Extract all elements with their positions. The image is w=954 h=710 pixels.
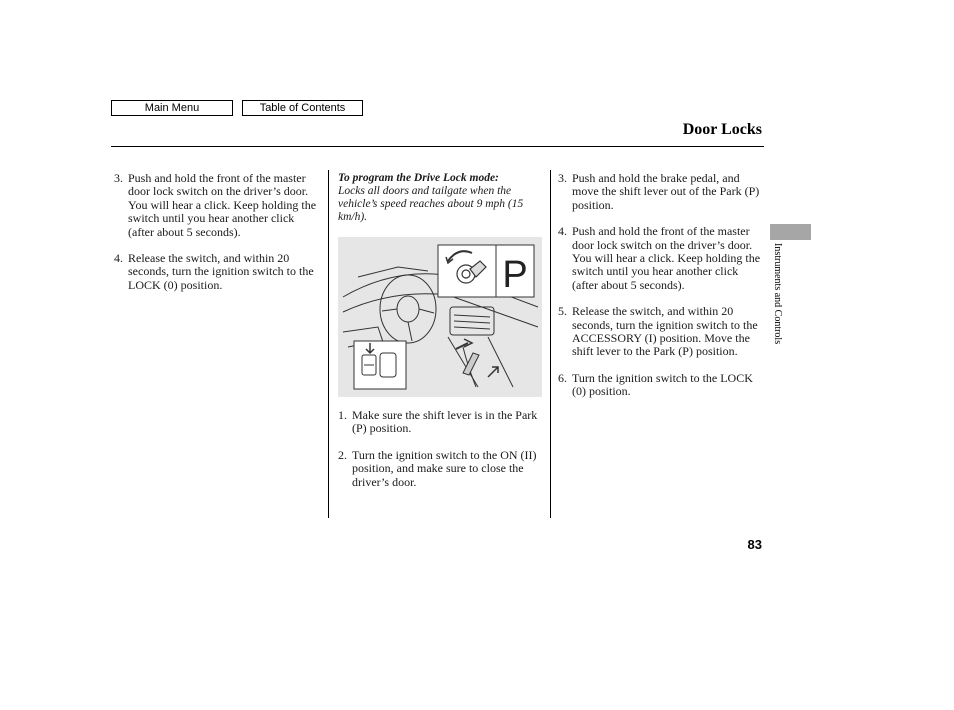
table-of-contents-button[interactable]: Table of Contents <box>242 100 363 116</box>
column-right <box>558 172 764 412</box>
step-text: Push and hold the front of the master door lock switch on the driver’s door. You will hear a click. Keep holding the switch until you hear another click (after about 5 seconds). <box>128 171 317 239</box>
instruction-step <box>338 449 544 489</box>
instruction-step <box>114 172 320 239</box>
page-number: 83 <box>747 537 762 552</box>
step-number: 3. <box>558 171 567 185</box>
column-middle <box>338 172 544 502</box>
step-text: Push and hold the brake pedal, and move the shift lever out of the Park (P) position. <box>572 171 760 212</box>
dashboard-illustration <box>338 237 542 397</box>
step-number: 4. <box>114 251 123 266</box>
step-number: 2. <box>338 447 347 462</box>
section-tab-marker <box>770 224 811 240</box>
section-tab-label: Instruments and Controls <box>772 243 783 345</box>
park-indicator-letter: P <box>502 254 528 296</box>
step-number: 5. <box>558 304 567 319</box>
drive-lock-description: Locks all doors and tailgate when the vehicle’s speed reaches about 9 mph (15 km/h). <box>338 185 524 223</box>
column-left <box>114 172 320 305</box>
drive-lock-heading: To program the Drive Lock mode: <box>338 172 499 184</box>
instruction-step <box>558 172 764 212</box>
main-menu-button[interactable]: Main Menu <box>111 100 233 116</box>
page-title: Door Locks <box>682 121 762 138</box>
instruction-step <box>558 225 764 292</box>
step-text: Push and hold the front of the master door lock switch on the driver’s door. You will hear a click. Keep holding the switch until you hear another click (after about 5 seconds). <box>572 224 761 292</box>
dashboard-drawing <box>338 237 542 397</box>
instruction-step <box>558 305 764 359</box>
header-rule <box>111 146 764 147</box>
step-text: Release the switch, and within 20 seconds, turn the ignition switch to the ACCESSORY (I) position. Move the shift lever to the Park (P) position. <box>572 304 758 359</box>
step-number: 6. <box>558 370 567 385</box>
column-divider-right <box>550 170 551 518</box>
step-number: 4. <box>558 224 567 239</box>
step-number: 1. <box>338 408 347 422</box>
step-text: Release the switch, and within 20 seconds, turn the ignition switch to the LOCK (0) position. <box>128 251 314 292</box>
instruction-step <box>558 372 764 399</box>
instruction-step <box>338 409 544 436</box>
instruction-step <box>114 252 320 292</box>
step-text: Turn the ignition switch to the ON (II) position, and make sure to close the driver’s door. <box>352 447 537 489</box>
step-text: Make sure the shift lever is in the Park (P) position. <box>352 408 538 436</box>
column-divider-left <box>328 170 329 518</box>
step-number: 3. <box>114 171 123 185</box>
step-text: Turn the ignition switch to the LOCK (0) position. <box>572 370 753 399</box>
